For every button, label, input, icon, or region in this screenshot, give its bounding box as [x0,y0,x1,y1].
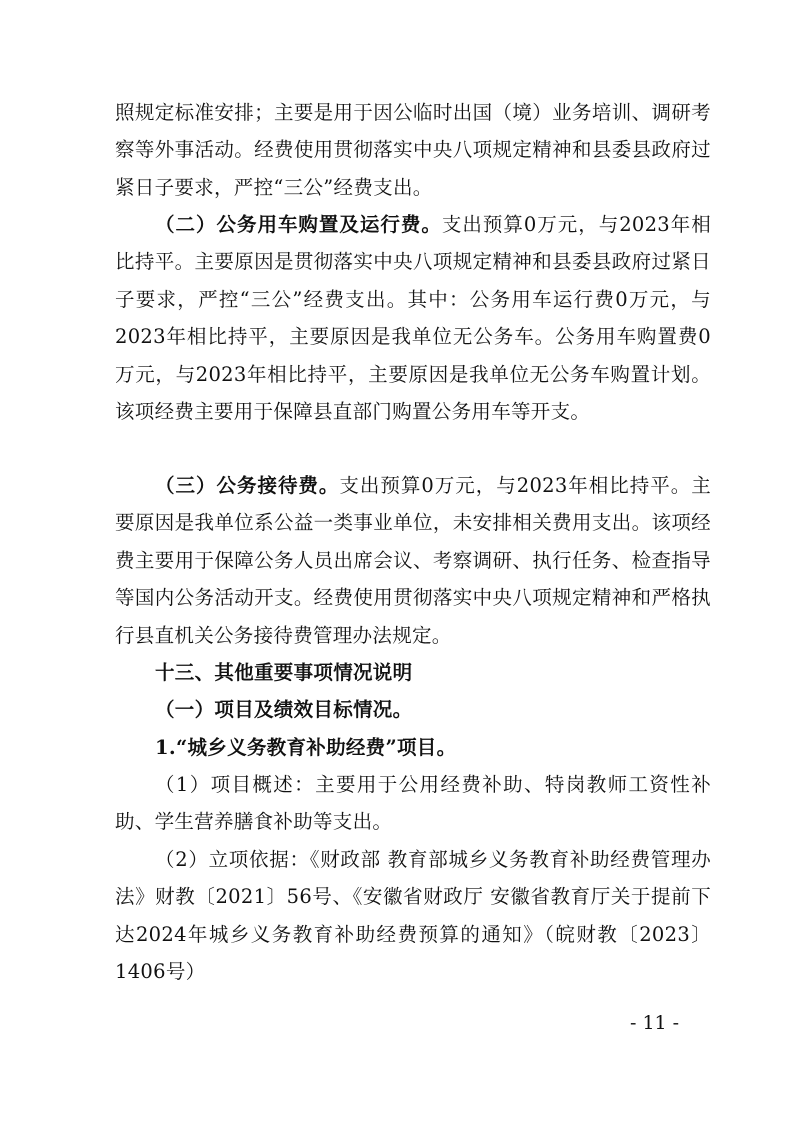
heading-project-performance: （一）项目及绩效目标情况。 [155,698,413,721]
section-title-reception-expense: （三）公务接待费。 [155,474,340,497]
paragraph-project-overview: （1）项目概述：主要用于公用经费补助、特岗教师工资性补助、学生营养膳食补助等支出。 [115,773,711,834]
paragraph-project-basis: （2）立项依据：《财政部 教育部城乡义务教育补助经费管理办法》财教〔2021〕56号、《安徽省财政厅 安徽省教育厅关于提前下达2024年城乡义务教育补助经费预算的通知》（皖财教〔2023〕1406号） [115,848,711,984]
page-number: - 11 - [630,1012,680,1034]
section-body-vehicle-expense: 支出预算0万元，与2023年相比持平。主要原因是贯彻落实中央八项规定精神和县委县政府过紧日子要求，严控“三公”经费支出。其中：公务用车运行费0万元，与2023年相比持平，主要原因是我单位无公务车。公务用车购置费0万元，与2023年相比持平，主要原因是我单位无公务车购置计划。该项经费主要用于保障县直部门购置公务用车等开支。 [115,213,711,424]
heading-other-matters: 十三、其他重要事项情况说明 [155,661,413,684]
paragraph-travel-expense-continued: 照规定标准安排；主要是用于因公临时出国（境）业务培训、调研考察等外事活动。经费使用贯彻落实中央八项规定精神和县委县政府过紧日子要求，严控“三公”经费支出。 [115,101,711,199]
paragraph-reception-expense [115,467,711,654]
section-body-reception-expense: 支出预算0万元，与2023年相比持平。主要原因是我单位系公益一类事业单位，未安排相关费用支出。该项经费主要用于保障公务人员出席会议、考察调研、执行任务、检查指导等国内公务活动开支。经费使用贯彻落实中央八项规定精神和严格执行县直机关公务接待费管理办法规定。 [115,474,711,647]
paragraph-vehicle-expense [115,206,711,430]
heading-project-item-1: 1.“城乡义务教育补助经费”项目。 [155,736,457,759]
section-title-vehicle-expense: （二）公务用车购置及运行费。 [155,213,442,236]
